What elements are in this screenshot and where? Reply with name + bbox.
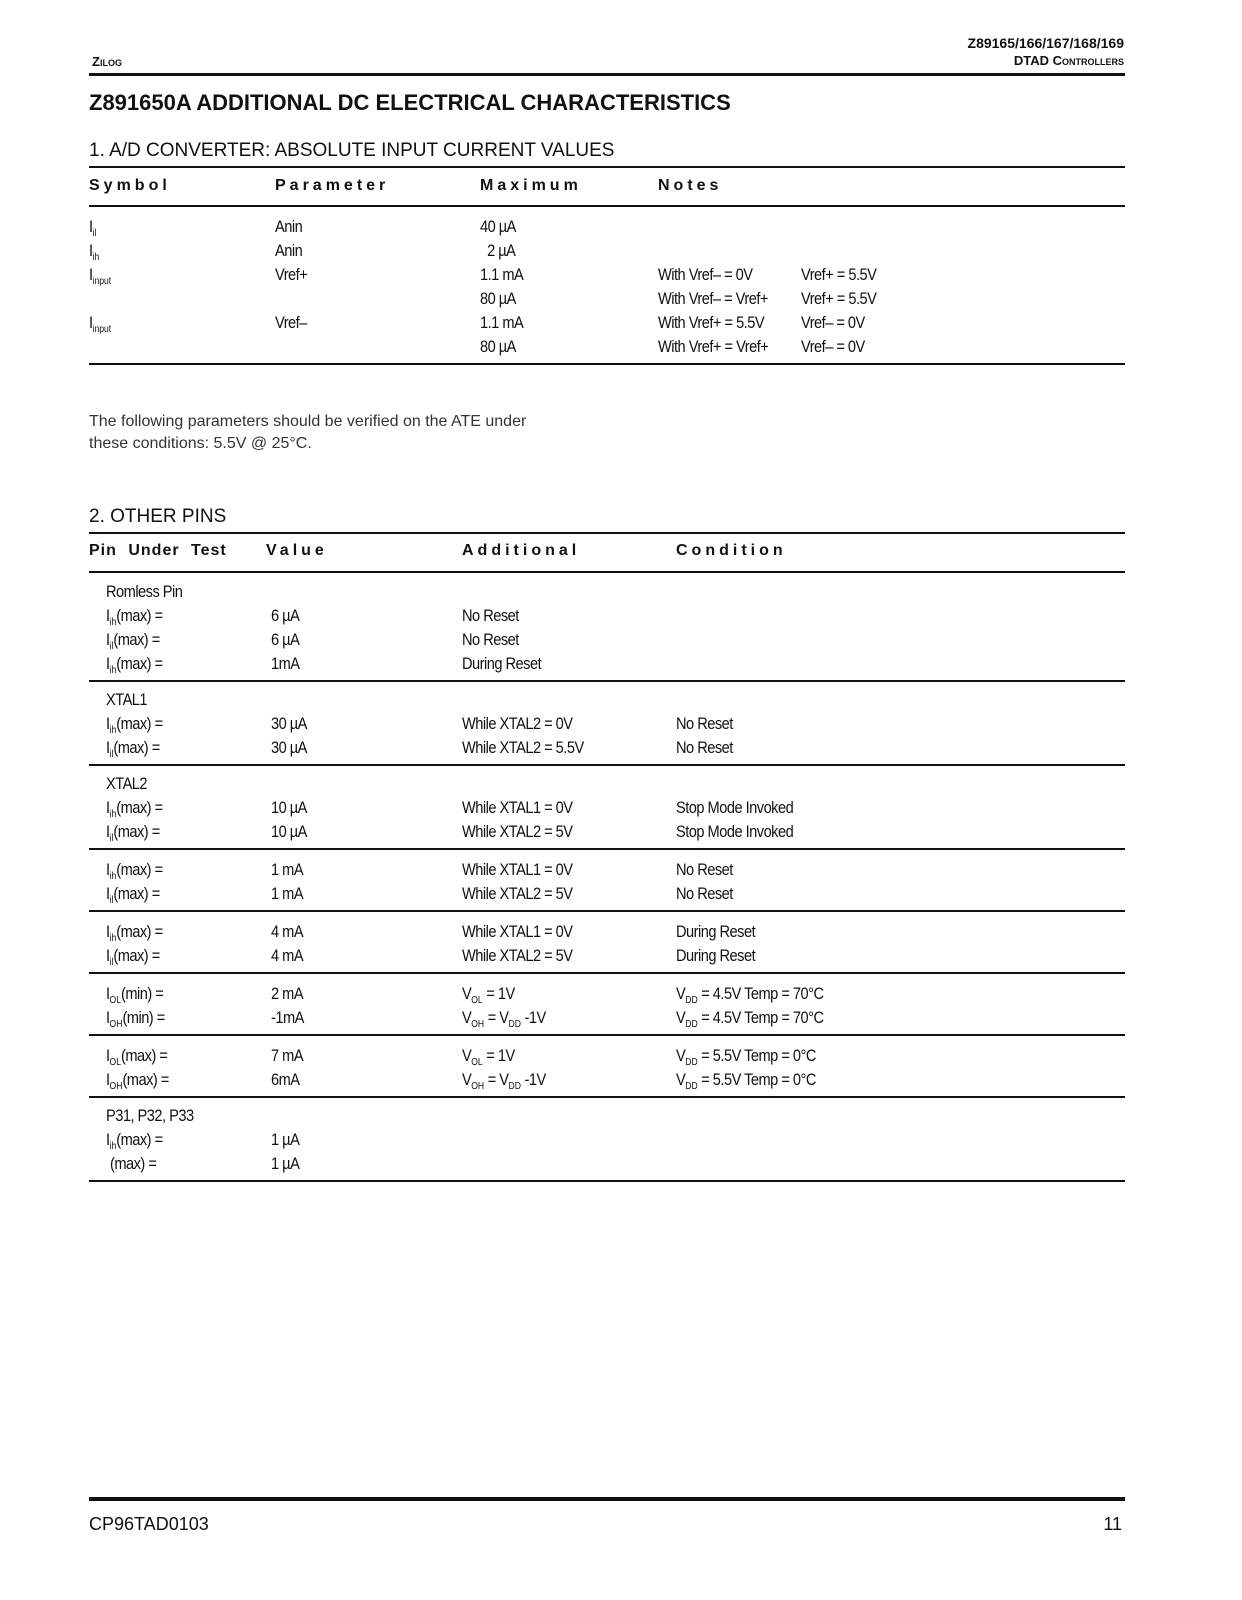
additional-cell-text: = 1V xyxy=(482,1046,515,1065)
parameter-cell xyxy=(275,217,302,237)
condition-cell xyxy=(676,1070,816,1092)
footer-page-number: 11 xyxy=(1103,1514,1122,1534)
group-divider xyxy=(89,1180,1125,1182)
value-cell xyxy=(271,654,300,674)
pin-cell-text: I xyxy=(106,1130,110,1149)
pin-cell-subscript: il xyxy=(109,895,114,906)
pin-cell-text: (max) = xyxy=(116,654,163,673)
pin-cell xyxy=(106,714,163,736)
notes-cell-text: With Vref– = 0V xyxy=(658,265,753,284)
additional-cell-text: While XTAL2 = 5V xyxy=(462,946,573,965)
condition-cell xyxy=(676,984,823,1006)
pin-cell-subscript: ih xyxy=(109,617,117,628)
notes-cell xyxy=(658,313,764,333)
symbol-cell xyxy=(89,265,111,287)
pin-cell-text: I xyxy=(106,1046,110,1065)
group-divider xyxy=(89,972,1125,974)
parameter-cell-text: Vref– xyxy=(275,313,307,332)
condition-cell xyxy=(676,798,793,818)
header-part-numbers: Z89165/166/167/168/169 xyxy=(967,35,1124,51)
pin-cell-subscript: ih xyxy=(109,725,117,736)
pin-cell-subscript: ih xyxy=(109,809,117,820)
pin-cell-subscript: ih xyxy=(109,933,117,944)
additional-cell xyxy=(462,798,573,818)
condition-cell-text: No Reset xyxy=(676,860,733,879)
notes-cell-text: With Vref+ = Vref+ xyxy=(658,337,769,356)
symbol-cell-subscript: input xyxy=(92,276,112,287)
additional-cell-text: = V xyxy=(484,1070,509,1089)
notes-cell-text: With Vref+ = 5.5V xyxy=(658,313,765,332)
condition-cell xyxy=(676,1008,823,1030)
header-subtitle: DTAD Controllers xyxy=(1013,53,1124,68)
group-divider xyxy=(89,1096,1125,1098)
group-label-text: XTAL1 xyxy=(106,690,148,709)
parameter-cell xyxy=(275,265,307,285)
pin-cell-text: I xyxy=(106,822,110,841)
additional-cell-text: V xyxy=(462,1046,472,1065)
pin-cell xyxy=(106,860,163,882)
group-divider xyxy=(89,910,1125,912)
symbol-cell xyxy=(89,217,96,239)
value-cell xyxy=(271,922,303,942)
value-cell-text: 4 mA xyxy=(271,922,304,941)
pin-cell-text: I xyxy=(106,798,110,817)
value-cell xyxy=(271,1154,299,1174)
condition-cell xyxy=(676,860,733,880)
condition-cell-text: No Reset xyxy=(676,738,733,757)
section1-top-rule xyxy=(89,166,1125,168)
additional-cell-text: During Reset xyxy=(462,654,542,673)
value-cell-text: 4 mA xyxy=(271,946,304,965)
notes-cell-2 xyxy=(801,265,876,285)
pin-cell-text: I xyxy=(106,606,110,625)
section2-header-value: Value xyxy=(266,542,328,559)
symbol-cell-text: I xyxy=(89,265,93,284)
maximum-cell xyxy=(480,289,516,309)
notes-cell-2-text: Vref– = 0V xyxy=(801,313,865,332)
value-cell-text: 30 µA xyxy=(271,714,307,733)
pin-cell xyxy=(106,606,163,628)
condition-cell xyxy=(676,738,733,758)
maximum-cell xyxy=(480,313,523,333)
maximum-cell-text: 80 µA xyxy=(480,337,516,356)
condition-cell xyxy=(676,922,755,942)
pin-cell-text: (min) = xyxy=(122,1008,165,1027)
parameter-cell-text: Vref+ xyxy=(275,265,308,284)
notes-cell xyxy=(658,265,753,285)
value-cell-text: 1 mA xyxy=(271,884,304,903)
value-cell-text: 30 µA xyxy=(271,738,307,757)
notes-cell-2 xyxy=(801,337,865,357)
additional-cell-text: No Reset xyxy=(462,606,519,625)
section1-header-maximum: Maximum xyxy=(480,177,582,194)
group-divider xyxy=(89,764,1125,766)
value-cell xyxy=(271,1008,304,1028)
condition-cell-text: No Reset xyxy=(676,884,733,903)
pin-cell-subscript: ih xyxy=(109,665,117,676)
pin-cell-text: (max) = xyxy=(113,946,160,965)
group-divider xyxy=(89,848,1125,850)
additional-cell-subscript: DD xyxy=(508,1081,521,1092)
pin-cell-text: (max) = xyxy=(116,798,163,817)
condition-cell-text: No Reset xyxy=(676,714,733,733)
parameter-cell-text: Anin xyxy=(275,217,303,236)
pin-cell-text: (max) = xyxy=(113,822,160,841)
header-rule xyxy=(89,73,1125,76)
notes-cell-text: With Vref– = Vref+ xyxy=(658,289,768,308)
value-cell xyxy=(271,884,303,904)
value-cell-text: 6 µA xyxy=(271,630,300,649)
value-cell xyxy=(271,714,307,734)
pin-cell-subscript: OH xyxy=(109,1019,123,1030)
section1-bottom-rule xyxy=(89,363,1125,365)
additional-cell xyxy=(462,1008,546,1030)
additional-cell-text: While XTAL2 = 5.5V xyxy=(462,738,584,757)
verification-note xyxy=(89,411,526,455)
maximum-cell-text: 2 µA xyxy=(480,241,516,260)
additional-cell-text: While XTAL2 = 5V xyxy=(462,884,573,903)
notes-cell-2-text: Vref+ = 5.5V xyxy=(801,265,877,284)
value-cell-text: 10 µA xyxy=(271,822,307,841)
pin-cell xyxy=(106,654,163,676)
notes-cell-2 xyxy=(801,313,865,333)
section2-title: 2. OTHER PINS xyxy=(89,506,227,527)
page-title: Z891650A ADDITIONAL DC ELECTRICAL CHARACTERISTICS xyxy=(89,90,731,115)
additional-cell-text: No Reset xyxy=(462,630,519,649)
value-cell xyxy=(271,606,299,626)
pin-cell-text: I xyxy=(106,738,110,757)
additional-cell-text: V xyxy=(462,1008,472,1027)
additional-cell xyxy=(462,922,573,942)
value-cell-text: 10 µA xyxy=(271,798,307,817)
pin-cell-subscript: OL xyxy=(109,995,122,1006)
section1-title: 1. A/D CONVERTER: ABSOLUTE INPUT CURRENT VALUES xyxy=(89,140,615,161)
pin-cell-subscript: OL xyxy=(109,1057,122,1068)
notes-cell-2-text: Vref– = 0V xyxy=(801,337,865,356)
condition-cell-text: Stop Mode Invoked xyxy=(676,822,794,841)
pin-cell-subscript: ih xyxy=(109,1141,117,1152)
symbol-cell xyxy=(89,313,111,335)
additional-cell xyxy=(462,714,573,734)
value-cell xyxy=(271,822,307,842)
pin-cell-text: I xyxy=(106,630,110,649)
value-cell-text: 6 µA xyxy=(271,606,300,625)
group-label-text: P31, P32, P33 xyxy=(106,1106,194,1125)
condition-cell-text: = 4.5V Temp = 70°C xyxy=(697,1008,824,1027)
additional-cell xyxy=(462,738,584,758)
condition-cell-text: Stop Mode Invoked xyxy=(676,798,794,817)
value-cell-text: 1mA xyxy=(271,654,300,673)
additional-cell-subscript: OL xyxy=(471,1057,483,1068)
group-label xyxy=(106,1106,194,1126)
value-cell xyxy=(271,798,307,818)
pin-cell-subscript: il xyxy=(109,641,114,652)
pin-cell-text: (max) = xyxy=(113,630,160,649)
section2-header-additional: Additional xyxy=(462,542,581,559)
pin-cell-text: (max) = xyxy=(110,1154,157,1173)
pin-cell-text: I xyxy=(106,714,110,733)
maximum-cell xyxy=(480,241,515,261)
value-cell xyxy=(271,984,303,1004)
pin-cell xyxy=(106,1046,167,1068)
pin-cell xyxy=(106,984,163,1006)
additional-cell xyxy=(462,606,519,626)
additional-cell xyxy=(462,884,573,904)
pin-cell-text: (max) = xyxy=(116,922,163,941)
group-divider xyxy=(89,680,1125,682)
section2-header-condition: Condition xyxy=(676,542,787,559)
pin-cell xyxy=(106,630,160,652)
pin-cell xyxy=(106,798,163,820)
symbol-cell-text: I xyxy=(89,313,93,332)
additional-cell xyxy=(462,1046,515,1068)
pin-cell-text: (max) = xyxy=(116,1130,163,1149)
value-cell xyxy=(271,738,307,758)
condition-cell xyxy=(676,1046,816,1068)
section2-top-rule xyxy=(89,532,1125,534)
pin-cell-subscript: ih xyxy=(109,871,117,882)
condition-cell-subscript: DD xyxy=(685,1081,698,1092)
group-label-text: Romless Pin xyxy=(106,582,183,601)
additional-cell-text: While XTAL1 = 0V xyxy=(462,922,573,941)
condition-cell-text: = 5.5V Temp = 0°C xyxy=(697,1046,816,1065)
pin-cell-text: (max) = xyxy=(113,738,160,757)
symbol-cell-text: I xyxy=(89,217,93,236)
pin-cell-text: (max) = xyxy=(121,1046,168,1065)
maximum-cell-text: 1.1 mA xyxy=(480,265,524,284)
group-label-text: XTAL2 xyxy=(106,774,148,793)
additional-cell-subscript: OH xyxy=(471,1019,485,1030)
pin-cell-text: (max) = xyxy=(122,1070,169,1089)
section1-header-symbol: Symbol xyxy=(89,177,171,194)
additional-cell-text: While XTAL2 = 0V xyxy=(462,714,573,733)
symbol-cell-subscript: ih xyxy=(92,252,100,263)
pin-cell-text: (min) = xyxy=(121,984,164,1003)
header-brand: Zilog xyxy=(92,54,122,69)
pin-cell-subscript: il xyxy=(109,957,114,968)
section2-header-rule xyxy=(89,571,1125,573)
maximum-cell xyxy=(480,217,516,237)
condition-cell-text: = 4.5V Temp = 70°C xyxy=(697,984,824,1003)
verification-note-line2: these conditions: 5.5V @ 25°C. xyxy=(89,435,312,452)
additional-cell-text: -1V xyxy=(520,1070,546,1089)
additional-cell-text: While XTAL2 = 5V xyxy=(462,822,573,841)
pin-cell-text: I xyxy=(106,946,110,965)
footer-rule xyxy=(89,1497,1125,1501)
additional-cell-text: While XTAL1 = 0V xyxy=(462,860,573,879)
pin-cell-subscript: OH xyxy=(109,1081,123,1092)
additional-cell xyxy=(462,1070,546,1092)
pin-cell xyxy=(106,884,160,906)
pin-cell-text: I xyxy=(106,1008,110,1027)
additional-cell-text: = 1V xyxy=(482,984,515,1003)
notes-cell-2 xyxy=(801,289,876,309)
condition-cell-text: V xyxy=(676,1070,686,1089)
footer-doc-id: CP96TAD0103 xyxy=(89,1514,209,1534)
group-label xyxy=(106,582,182,602)
pin-cell-subscript: il xyxy=(109,833,114,844)
additional-cell-subscript: DD xyxy=(508,1019,521,1030)
additional-cell-text: V xyxy=(462,984,472,1003)
condition-cell-text: V xyxy=(676,1046,686,1065)
group-label xyxy=(106,774,147,794)
additional-cell xyxy=(462,822,573,842)
condition-cell xyxy=(676,822,793,842)
condition-cell-subscript: DD xyxy=(685,1019,698,1030)
additional-cell-text: = V xyxy=(484,1008,509,1027)
maximum-cell-text: 1.1 mA xyxy=(480,313,524,332)
value-cell-text: 2 mA xyxy=(271,984,304,1003)
additional-cell-subscript: OL xyxy=(471,995,483,1006)
verification-note-line1: The following parameters should be verified on the ATE under xyxy=(89,413,527,430)
value-cell xyxy=(271,946,303,966)
symbol-cell xyxy=(89,241,99,263)
group-label xyxy=(106,690,147,710)
condition-cell-text: = 5.5V Temp = 0°C xyxy=(697,1070,816,1089)
parameter-cell xyxy=(275,241,302,261)
notes-cell-2-text: Vref+ = 5.5V xyxy=(801,289,877,308)
pin-cell xyxy=(106,922,163,944)
additional-cell xyxy=(462,654,541,674)
parameter-cell xyxy=(275,313,307,333)
value-cell xyxy=(271,1070,300,1090)
value-cell-text: -1mA xyxy=(271,1008,304,1027)
section1-header-parameter: Parameter xyxy=(275,177,390,194)
condition-cell xyxy=(676,946,755,966)
condition-cell-text: V xyxy=(676,984,686,1003)
additional-cell xyxy=(462,946,573,966)
value-cell-text: 1 µA xyxy=(271,1130,300,1149)
value-cell-text: 7 mA xyxy=(271,1046,304,1065)
pin-cell-text: I xyxy=(106,860,110,879)
value-cell-text: 1 µA xyxy=(271,1154,300,1173)
header-product xyxy=(968,34,1124,70)
additional-cell xyxy=(462,860,573,880)
condition-cell-subscript: DD xyxy=(685,995,698,1006)
condition-cell-text: During Reset xyxy=(676,946,756,965)
pin-cell-text: I xyxy=(106,922,110,941)
additional-cell xyxy=(462,984,515,1006)
additional-cell-text: -1V xyxy=(520,1008,546,1027)
additional-cell xyxy=(462,630,519,650)
pin-cell-text: (max) = xyxy=(116,860,163,879)
condition-cell xyxy=(676,714,733,734)
pin-cell xyxy=(106,946,160,968)
pin-cell-text: (max) = xyxy=(113,884,160,903)
section1-header-rule xyxy=(89,205,1125,207)
value-cell xyxy=(271,860,303,880)
maximum-cell xyxy=(480,265,523,285)
condition-cell-text: V xyxy=(676,1008,686,1027)
parameter-cell-text: Anin xyxy=(275,241,303,260)
pin-cell-text: I xyxy=(106,1070,110,1089)
maximum-cell-text: 40 µA xyxy=(480,217,516,236)
group-divider xyxy=(89,1034,1125,1036)
pin-cell xyxy=(106,1008,165,1030)
value-cell xyxy=(271,1130,299,1150)
maximum-cell xyxy=(480,337,516,357)
pin-cell-subscript: il xyxy=(109,749,114,760)
additional-cell-text: V xyxy=(462,1070,472,1089)
pin-cell xyxy=(106,1130,163,1152)
value-cell-text: 1 mA xyxy=(271,860,304,879)
condition-cell-subscript: DD xyxy=(685,1057,698,1068)
pin-cell xyxy=(110,1154,156,1174)
pin-cell xyxy=(106,822,160,844)
additional-cell-text: While XTAL1 = 0V xyxy=(462,798,573,817)
section2-header-pin: Pin Under Test xyxy=(89,542,227,559)
pin-cell-text: I xyxy=(106,654,110,673)
pin-cell-text: I xyxy=(106,884,110,903)
maximum-cell-text: 80 µA xyxy=(480,289,516,308)
symbol-cell-subscript: input xyxy=(92,324,112,335)
condition-cell-text: During Reset xyxy=(676,922,756,941)
additional-cell-subscript: OH xyxy=(471,1081,485,1092)
section1-header-notes: Notes xyxy=(658,177,723,194)
value-cell xyxy=(271,1046,303,1066)
pin-cell xyxy=(106,738,160,760)
notes-cell xyxy=(658,337,768,357)
value-cell-text: 6mA xyxy=(271,1070,300,1089)
pin-cell-text: I xyxy=(106,984,110,1003)
pin-cell-text: (max) = xyxy=(116,606,163,625)
value-cell xyxy=(271,630,299,650)
pin-cell-text: (max) = xyxy=(116,714,163,733)
notes-cell xyxy=(658,289,768,309)
symbol-cell-subscript: il xyxy=(92,228,97,239)
condition-cell xyxy=(676,884,733,904)
pin-cell xyxy=(106,1070,169,1092)
symbol-cell-text: I xyxy=(89,241,93,260)
